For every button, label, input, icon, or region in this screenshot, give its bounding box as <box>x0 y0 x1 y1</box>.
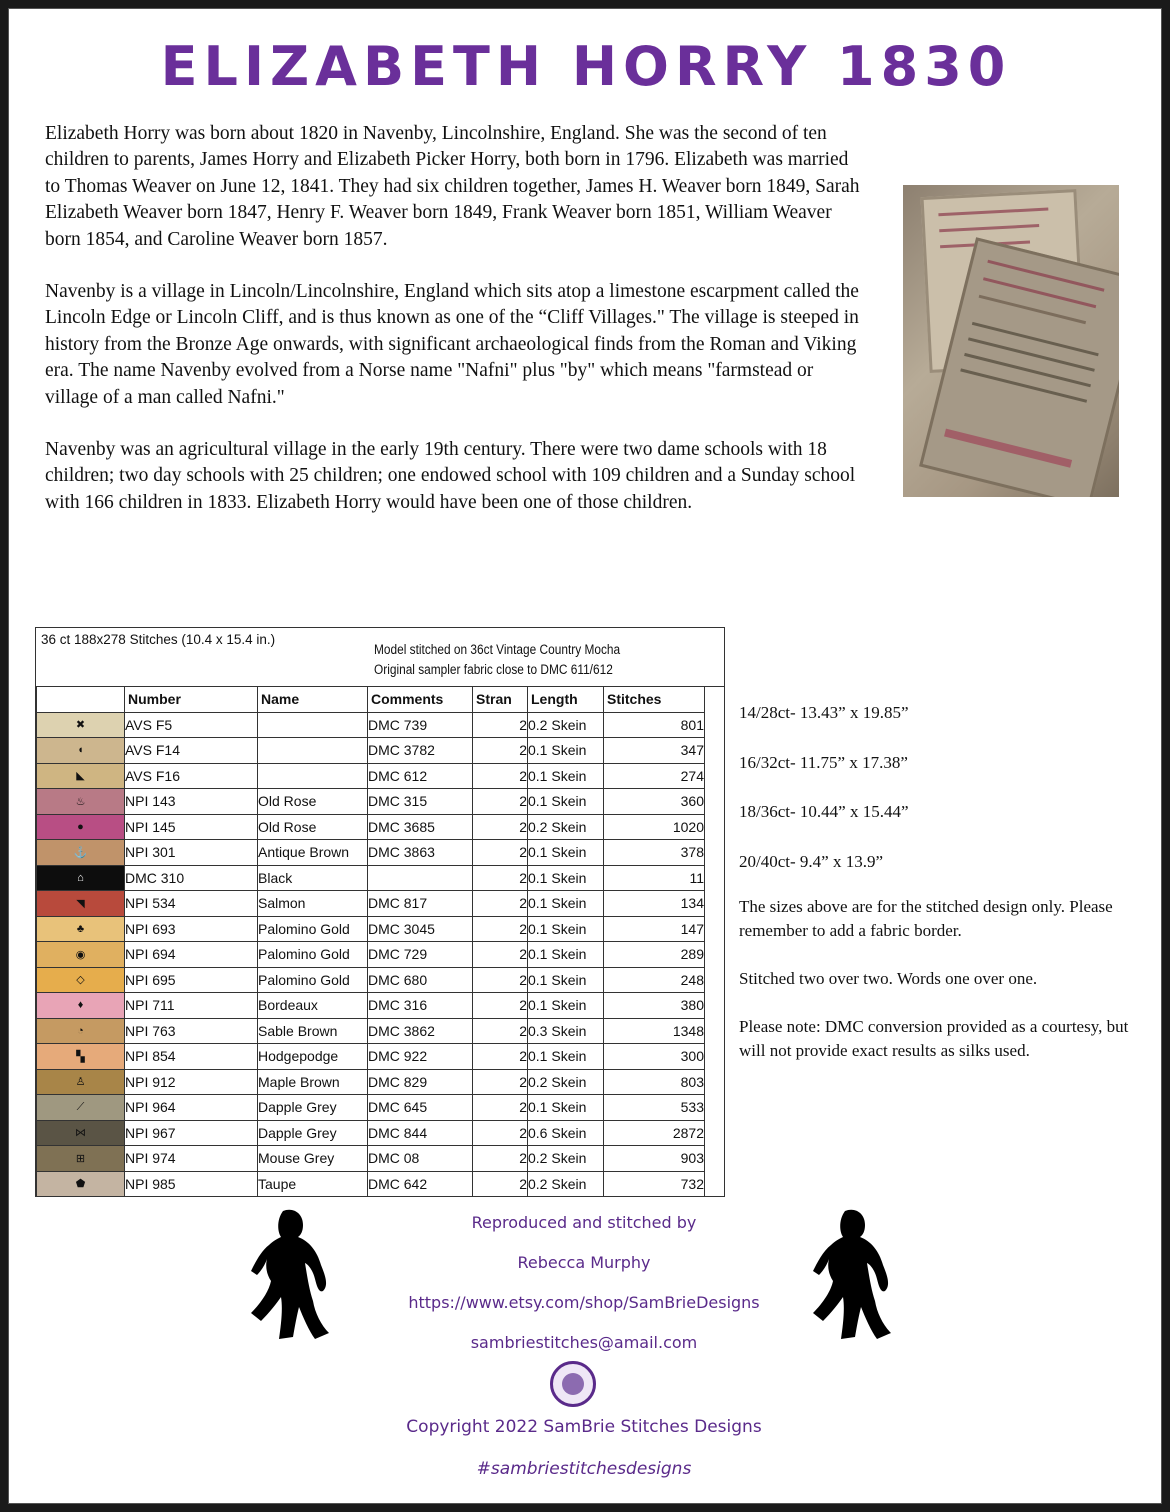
stitch-count: 380 <box>604 993 705 1019</box>
floss-name: Dapple Grey <box>258 1095 368 1121</box>
floss-name: Salmon <box>258 891 368 917</box>
legend-header <box>36 628 724 687</box>
floss-number: NPI 145 <box>125 814 258 840</box>
copyright-line: Copyright 2022 SamBrie Stitches Designs <box>406 1417 762 1437</box>
floss-number: NPI 985 <box>125 1171 258 1197</box>
floss-rows <box>37 712 705 1197</box>
floss-length: 0.2 Skein <box>528 712 604 738</box>
name-header: Name <box>258 687 368 713</box>
stitch-count: 533 <box>604 1095 705 1121</box>
strand-count: 2 <box>473 738 528 764</box>
floss-comment: DMC 817 <box>368 891 473 917</box>
floss-comment: DMC 680 <box>368 967 473 993</box>
floss-number: AVS F14 <box>125 738 258 764</box>
color-swatch: ✖ <box>37 712 125 738</box>
floss-number: NPI 763 <box>125 1018 258 1044</box>
floss-name: Mouse Grey <box>258 1146 368 1172</box>
color-swatch: ● <box>37 814 125 840</box>
stitch-count: 903 <box>604 1146 705 1172</box>
floss-comment: DMC 922 <box>368 1044 473 1070</box>
floss-length: 0.2 Skein <box>528 1146 604 1172</box>
table-row <box>37 1069 705 1095</box>
sambrie-logo-icon <box>550 1361 596 1407</box>
floss-number: NPI 967 <box>125 1120 258 1146</box>
strand-count: 2 <box>473 712 528 738</box>
floss-number: NPI 912 <box>125 1069 258 1095</box>
table-row <box>37 738 705 764</box>
history-text <box>45 121 865 542</box>
stitch-count: 11 <box>604 865 705 891</box>
floss-length: 0.1 Skein <box>528 967 604 993</box>
table-row <box>37 865 705 891</box>
paragraph-birth: Elizabeth Horry was born about 1820 in Navenby, Lincolnshire, England. She was the second of ten children to parents, James Horry and Elizabeth Picker Horry, both born in 1796. Elizabeth was married to Thomas Weaver on June 12, 1841. They had six children together, James H. Weaver born 1849, Sarah Elizabeth Weaver born 1847, Henry F. Weaver born 1849, Frank Weaver born 1851, William Weaver born 1854, and Caroline Weaver born 1857. <box>45 123 860 250</box>
pattern-page <box>8 8 1162 1504</box>
floss-comment: DMC 642 <box>368 1171 473 1197</box>
floss-number: NPI 301 <box>125 840 258 866</box>
stitch-count: 803 <box>604 1069 705 1095</box>
contact-email[interactable]: sambriestitches@amail.com <box>470 1333 698 1352</box>
color-swatch: ⚓ <box>37 840 125 866</box>
floss-table <box>36 686 705 1197</box>
floss-name <box>258 763 368 789</box>
page-title: ELIZABETH HORRY 1830 <box>160 35 1012 98</box>
floss-comment: DMC 844 <box>368 1120 473 1146</box>
stitch-count: 347 <box>604 738 705 764</box>
table-row <box>37 789 705 815</box>
strands-header: Stran <box>473 687 528 713</box>
swatch-header <box>37 687 125 713</box>
number-header: Number <box>125 687 258 713</box>
stitch-count: 147 <box>604 916 705 942</box>
floss-comment: DMC 3685 <box>368 814 473 840</box>
model-line-2: Original sampler fabric close to DMC 611/612 <box>374 662 613 677</box>
comments-header: Comments <box>368 687 473 713</box>
table-header-row <box>37 687 705 713</box>
floss-comment: DMC 645 <box>368 1095 473 1121</box>
stitch-count: 2872 <box>604 1120 705 1146</box>
stitches-header: Stitches <box>604 687 705 713</box>
strand-count: 2 <box>473 891 528 917</box>
color-swatch: ♦ <box>37 993 125 1019</box>
floss-length: 0.2 Skein <box>528 1069 604 1095</box>
floss-name: Black <box>258 865 368 891</box>
floss-comment: DMC 729 <box>368 942 473 968</box>
floss-comment: DMC 316 <box>368 993 473 1019</box>
strand-count: 2 <box>473 916 528 942</box>
size-14ct: 14/28ct- 13.43” x 19.85” <box>739 703 909 722</box>
stitch-count-label: 36 ct 188x278 Stitches (10.4 x 15.4 in.) <box>41 632 276 647</box>
table-row <box>37 840 705 866</box>
floss-length: 0.1 Skein <box>528 916 604 942</box>
floss-comment: DMC 739 <box>368 712 473 738</box>
strand-count: 2 <box>473 942 528 968</box>
floss-length: 0.1 Skein <box>528 891 604 917</box>
table-row <box>37 1171 705 1197</box>
floss-name: Bordeaux <box>258 993 368 1019</box>
table-row <box>37 1095 705 1121</box>
floss-comment: DMC 315 <box>368 789 473 815</box>
model-line-1: Model stitched on 36ct Vintage Country Mocha <box>374 642 621 657</box>
floss-name: Maple Brown <box>258 1069 368 1095</box>
strand-count: 2 <box>473 1095 528 1121</box>
finished-sizes <box>739 703 1149 1063</box>
etsy-shop-link[interactable]: https://www.etsy.com/shop/SamBrieDesigns <box>408 1293 760 1312</box>
color-swatch: ◥ <box>37 891 125 917</box>
floss-length: 0.1 Skein <box>528 993 604 1019</box>
stitch-count: 134 <box>604 891 705 917</box>
floss-comment: DMC 3863 <box>368 840 473 866</box>
floss-legend <box>35 627 725 1197</box>
stitch-count: 1348 <box>604 1018 705 1044</box>
table-row <box>37 763 705 789</box>
table-row <box>37 712 705 738</box>
floss-name: Old Rose <box>258 814 368 840</box>
stitch-count: 300 <box>604 1044 705 1070</box>
table-row <box>37 1018 705 1044</box>
strand-count: 2 <box>473 789 528 815</box>
credit-reproduced: Reproduced and stitched by <box>471 1213 697 1232</box>
floss-comment: DMC 829 <box>368 1069 473 1095</box>
floss-length: 0.2 Skein <box>528 1171 604 1197</box>
table-row <box>37 967 705 993</box>
floss-name: Dapple Grey <box>258 1120 368 1146</box>
floss-number: AVS F16 <box>125 763 258 789</box>
strand-count: 2 <box>473 1018 528 1044</box>
stitch-count: 360 <box>604 789 705 815</box>
floss-comment <box>368 865 473 891</box>
stitch-count: 732 <box>604 1171 705 1197</box>
paragraph-navenby: Navenby is a village in Lincoln/Lincolnshire, England which sits atop a limestone escarpment called the Lincoln Edge or Lincoln Cliff, and is thus known as one of the “Cliff Villages." The village is steeped in history from the Bronze Age onwards, with significant archaeological finds from the Roman and Viking era. The name Navenby evolved from a Norse name "Nafni" plus "by" which means "farmstead or village of a man called Nafni." <box>45 281 859 408</box>
floss-comment: DMC 3045 <box>368 916 473 942</box>
size-16ct: 16/32ct- 11.75” x 17.38” <box>739 752 908 772</box>
floss-name: Sable Brown <box>258 1018 368 1044</box>
color-swatch: ⌂ <box>37 865 125 891</box>
stitch-count: 248 <box>604 967 705 993</box>
floss-length: 0.1 Skein <box>528 763 604 789</box>
strand-count: 2 <box>473 967 528 993</box>
color-swatch: ⊞ <box>37 1146 125 1172</box>
table-row <box>37 993 705 1019</box>
floss-number: NPI 693 <box>125 916 258 942</box>
floss-comment: DMC 3862 <box>368 1018 473 1044</box>
hashtag-line: #sambriestitchesdesigns <box>476 1459 692 1479</box>
floss-length: 0.1 Skein <box>528 738 604 764</box>
floss-name <box>258 712 368 738</box>
strand-count: 2 <box>473 1044 528 1070</box>
color-swatch: ◖ <box>37 738 125 764</box>
size-note: The sizes above are for the stitched design only. Please remember to add a fabric border. <box>739 897 1113 940</box>
floss-comment: DMC 612 <box>368 763 473 789</box>
floss-name: Old Rose <box>258 789 368 815</box>
strand-count: 2 <box>473 1069 528 1095</box>
color-swatch: ⬟ <box>37 1171 125 1197</box>
floss-number: NPI 974 <box>125 1146 258 1172</box>
color-swatch: ♨ <box>37 789 125 815</box>
color-swatch: ◔ <box>37 1018 125 1044</box>
model-fabric-note <box>374 640 620 680</box>
color-swatch: ◇ <box>37 967 125 993</box>
color-swatch: ⋈ <box>37 1120 125 1146</box>
floss-length: 0.1 Skein <box>528 1044 604 1070</box>
strand-count: 2 <box>473 993 528 1019</box>
floss-comment: DMC 08 <box>368 1146 473 1172</box>
floss-length: 0.2 Skein <box>528 814 604 840</box>
paragraph-schools: Navenby was an agricultural village in the early 19th century. There were two dame schools with 18 children; two day schools with 25 children; one endowed school with 109 children and a Sunday school with 166 children in 1833. Elizabeth Horry would have been one of those children. <box>45 439 856 513</box>
floss-name: Antique Brown <box>258 840 368 866</box>
credit-designer: Rebecca Murphy <box>517 1253 651 1272</box>
stitch-note: Stitched two over two. Words one over one. <box>739 969 1038 988</box>
strand-count: 2 <box>473 1171 528 1197</box>
color-swatch: ◉ <box>37 942 125 968</box>
floss-name: Taupe <box>258 1171 368 1197</box>
sampler-photo <box>903 185 1119 497</box>
floss-number: NPI 143 <box>125 789 258 815</box>
stitch-count: 1020 <box>604 814 705 840</box>
floss-name: Palomino Gold <box>258 916 368 942</box>
floss-number: NPI 964 <box>125 1095 258 1121</box>
color-swatch: ⟋ <box>37 1095 125 1121</box>
size-18ct: 18/36ct- 10.44” x 15.44” <box>739 802 909 821</box>
floss-number: NPI 854 <box>125 1044 258 1070</box>
strand-count: 2 <box>473 1120 528 1146</box>
stitch-count: 274 <box>604 763 705 789</box>
floss-number: NPI 695 <box>125 967 258 993</box>
table-row <box>37 891 705 917</box>
floss-number: NPI 711 <box>125 993 258 1019</box>
color-swatch: ♙ <box>37 1069 125 1095</box>
floss-length: 0.6 Skein <box>528 1120 604 1146</box>
length-header: Length <box>528 687 604 713</box>
strand-count: 2 <box>473 840 528 866</box>
strand-count: 2 <box>473 763 528 789</box>
dmc-note: Please note: DMC conversion provided as a courtesy, but will not provide exact results as silks used. <box>739 1017 1129 1060</box>
color-swatch: ▚ <box>37 1044 125 1070</box>
stitch-count: 801 <box>604 712 705 738</box>
strand-count: 2 <box>473 814 528 840</box>
table-row <box>37 942 705 968</box>
floss-length: 0.3 Skein <box>528 1018 604 1044</box>
floss-name: Palomino Gold <box>258 942 368 968</box>
strand-count: 2 <box>473 1146 528 1172</box>
floss-length: 0.1 Skein <box>528 942 604 968</box>
floss-comment: DMC 3782 <box>368 738 473 764</box>
floss-length: 0.1 Skein <box>528 789 604 815</box>
floss-number: NPI 534 <box>125 891 258 917</box>
table-row <box>37 814 705 840</box>
strand-count: 2 <box>473 865 528 891</box>
floss-length: 0.1 Skein <box>528 840 604 866</box>
color-swatch: ◣ <box>37 763 125 789</box>
stitch-count: 289 <box>604 942 705 968</box>
floss-name: Hodgepodge <box>258 1044 368 1070</box>
color-swatch: ♣ <box>37 916 125 942</box>
floss-name <box>258 738 368 764</box>
table-row <box>37 1044 705 1070</box>
table-row <box>37 1120 705 1146</box>
size-20ct: 20/40ct- 9.4” x 13.9” <box>739 851 883 871</box>
floss-length: 0.1 Skein <box>528 1095 604 1121</box>
stitch-count: 378 <box>604 840 705 866</box>
floss-name: Palomino Gold <box>258 967 368 993</box>
table-row <box>37 916 705 942</box>
floss-number: AVS F5 <box>125 712 258 738</box>
floss-number: DMC 310 <box>125 865 258 891</box>
table-row <box>37 1146 705 1172</box>
floss-length: 0.1 Skein <box>528 865 604 891</box>
floss-number: NPI 694 <box>125 942 258 968</box>
